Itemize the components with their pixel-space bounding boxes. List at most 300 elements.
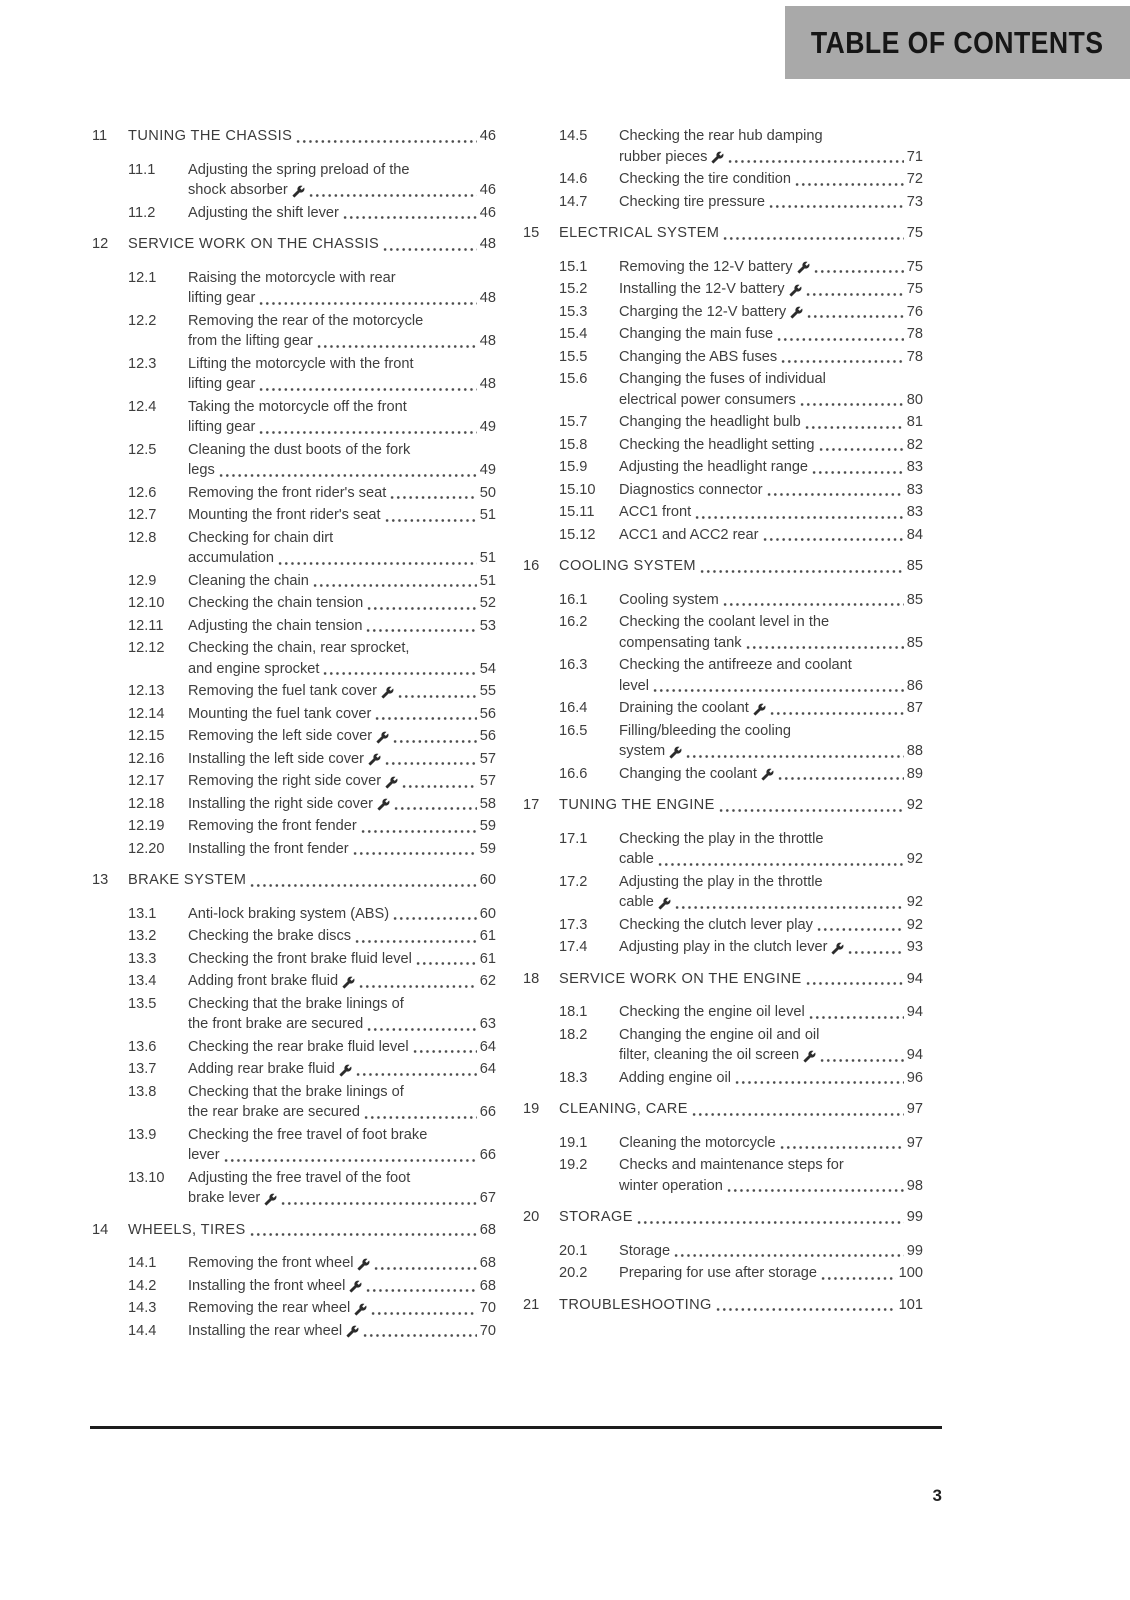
- section-title-line: Checking the headlight setting: [619, 436, 815, 453]
- chapter-page-ref: 99: [906, 1209, 923, 1225]
- dotted-leader: [811, 470, 904, 475]
- toc-entry: [92, 1321, 496, 1342]
- section-title-line: Checking that the brake linings of: [188, 1083, 404, 1100]
- section-title-line: Checking the tire condition: [619, 171, 791, 187]
- section-title-block: [188, 926, 496, 947]
- section-number: 15.11: [559, 504, 595, 520]
- section-last-line: [188, 417, 496, 438]
- toc-entry: [92, 794, 496, 815]
- section-number: 15.10: [559, 481, 596, 498]
- section-title-line: rubber pieces: [619, 148, 708, 165]
- toc-entry: [523, 1155, 923, 1196]
- section-title-block: [188, 616, 496, 637]
- section-page-ref: 59: [479, 840, 496, 857]
- section-title-line: Removing the front rider's seat: [188, 484, 387, 501]
- wrench-icon: [658, 897, 671, 910]
- section-last-line: [619, 698, 923, 719]
- dotted-leader: [384, 518, 477, 523]
- section-title-line: Checking that the brake linings of: [188, 995, 404, 1012]
- section-number: 12.3: [128, 355, 157, 372]
- chapter-number: 21: [523, 1296, 540, 1313]
- section-number: 20.1: [559, 1242, 588, 1259]
- section-title-block: [619, 829, 923, 870]
- toc-entry: [523, 169, 923, 190]
- dotted-leader: [636, 1220, 904, 1225]
- section-number: 12.14: [128, 705, 165, 722]
- section-title-line: accumulation: [188, 550, 274, 566]
- section-title-line: the rear brake are secured: [188, 1104, 360, 1120]
- toc-chapter-row: [92, 234, 496, 255]
- section-page-ref: 61: [479, 950, 496, 967]
- section-title-line: Checking for chain dirt: [188, 529, 334, 546]
- wrench-icon: [753, 703, 766, 716]
- section-last-line: [188, 681, 496, 702]
- toc-entry: [523, 324, 923, 345]
- section-title-line: Cleaning the chain: [188, 572, 309, 589]
- section-page-ref: 92: [906, 894, 923, 910]
- section-title-line: Checking the chain, rear sprocket,: [188, 640, 410, 656]
- section-last-line: [619, 169, 923, 190]
- dotted-leader: [734, 1080, 904, 1085]
- section-last-line: [188, 839, 496, 860]
- section-title-block: [188, 571, 496, 592]
- section-title-block: [188, 203, 496, 224]
- section-title-line: Adjusting the spring preload of the: [188, 161, 410, 178]
- section-title-line: Adjusting the chain tension: [188, 617, 363, 634]
- dotted-leader: [374, 716, 476, 721]
- section-title-line: Raising the motorcycle with rear: [188, 269, 396, 286]
- dotted-leader: [258, 301, 476, 306]
- section-title-line: winter operation: [619, 1177, 723, 1194]
- toc-entry: [92, 749, 496, 770]
- section-number: 14.5: [559, 128, 588, 144]
- section-page-ref: 92: [906, 916, 923, 933]
- toc-entry: [523, 937, 923, 958]
- section-number: 13.6: [128, 1038, 157, 1055]
- section-last-line: [619, 849, 923, 870]
- toc-entry: [92, 593, 496, 614]
- dotted-leader: [322, 671, 476, 676]
- section-last-line: [619, 412, 923, 433]
- section-title-line: Adding engine oil: [619, 1069, 731, 1086]
- section-title-line: Removing the fuel tank cover: [188, 683, 378, 699]
- section-title-block: [619, 655, 923, 696]
- section-page-ref: 82: [906, 436, 923, 453]
- dotted-leader: [382, 247, 477, 252]
- dotted-leader: [780, 359, 904, 364]
- toc-entry: [92, 904, 496, 925]
- section-number: 13.7: [128, 1061, 157, 1077]
- toc-entry: [92, 160, 496, 201]
- toc-entry: [523, 1025, 923, 1066]
- section-title-block: [619, 412, 923, 433]
- section-page-ref: 46: [479, 204, 496, 221]
- section-title-block: [188, 749, 496, 770]
- section-title-line: Adjusting the play in the throttle: [619, 873, 823, 890]
- wrench-icon: [669, 746, 682, 759]
- section-page-ref: 93: [906, 939, 923, 955]
- section-title-block: [619, 126, 923, 167]
- section-number: 14.2: [128, 1277, 157, 1294]
- section-title-line: Adding front brake fluid: [188, 973, 339, 989]
- section-title-block: [188, 1276, 496, 1297]
- dotted-leader: [358, 984, 477, 989]
- section-title-line: Removing the left side cover: [188, 728, 373, 744]
- section-last-line: [619, 502, 923, 523]
- section-title-line: brake lever: [188, 1190, 261, 1206]
- chapter-page-ref: 97: [906, 1101, 923, 1117]
- page-title: TABLE OF CONTENTS: [811, 24, 1104, 60]
- section-last-line: [188, 1321, 496, 1342]
- section-title-line: Checking the free travel of foot brake: [188, 1126, 428, 1143]
- toc-entry: [92, 483, 496, 504]
- section-title-block: [188, 1082, 496, 1123]
- section-last-line: [619, 347, 923, 368]
- section-last-line: [619, 390, 923, 411]
- section-number: 14.4: [128, 1322, 157, 1339]
- section-last-line: [188, 949, 496, 970]
- section-page-ref: 63: [479, 1016, 496, 1032]
- toc-entry: [92, 816, 496, 837]
- section-title-line: Cleaning the dust boots of the fork: [188, 441, 411, 458]
- section-title-block: [188, 1298, 496, 1319]
- section-number: 12.4: [128, 398, 157, 415]
- toc-entry: [92, 994, 496, 1035]
- dotted-leader: [768, 204, 904, 209]
- wrench-icon: [349, 1280, 362, 1293]
- section-last-line: [188, 1014, 496, 1035]
- section-page-ref: 66: [479, 1104, 496, 1120]
- toc-entry: [92, 1125, 496, 1166]
- section-page-ref: 51: [479, 550, 496, 566]
- wrench-icon: [357, 1258, 370, 1271]
- section-last-line: [188, 1037, 496, 1058]
- section-page-ref: 99: [906, 1242, 923, 1259]
- toc-entry: [523, 192, 923, 213]
- dotted-leader: [691, 1112, 904, 1117]
- toc-entry: [523, 502, 923, 523]
- section-title-line: electrical power consumers: [619, 391, 796, 408]
- section-page-ref: 56: [479, 728, 496, 744]
- section-page-ref: 48: [479, 333, 496, 349]
- section-title-line: Adjusting play in the clutch lever: [619, 939, 828, 955]
- section-page-ref: 81: [906, 414, 923, 430]
- section-page-ref: 49: [479, 462, 496, 478]
- dotted-leader: [779, 1145, 904, 1150]
- section-number: 11.2: [128, 204, 156, 221]
- wrench-icon: [354, 1303, 367, 1316]
- dotted-leader: [308, 193, 477, 198]
- toc-entry: [523, 872, 923, 913]
- section-title-line: cable: [619, 851, 654, 867]
- dotted-leader: [652, 688, 904, 693]
- section-title-line: Checks and maintenance steps for: [619, 1157, 844, 1173]
- toc-entry: [523, 1133, 923, 1154]
- section-number: 19.1: [559, 1134, 588, 1151]
- section-title-line: Checking the antifreeze and coolant: [619, 657, 852, 673]
- section-title-block: [619, 612, 923, 653]
- chapter-title: BRAKE SYSTEM: [128, 872, 247, 888]
- section-title-line: Removing the rear wheel: [188, 1300, 351, 1316]
- section-title-line: Adjusting the shift lever: [188, 204, 339, 221]
- section-page-ref: 94: [906, 1004, 923, 1020]
- section-title-line: Taking the motorcycle off the front: [188, 398, 407, 415]
- dotted-leader: [820, 1276, 896, 1281]
- section-last-line: [619, 676, 923, 697]
- wrench-icon: [803, 1050, 816, 1063]
- section-last-line: [188, 926, 496, 947]
- section-title-block: [188, 1125, 496, 1166]
- dotted-leader: [769, 711, 904, 716]
- section-last-line: [188, 505, 496, 526]
- section-title-block: [188, 994, 496, 1035]
- section-title-block: [188, 794, 496, 815]
- section-title-line: Installing the left side cover: [188, 750, 365, 767]
- toc-entry: [92, 926, 496, 947]
- section-page-ref: 86: [906, 677, 923, 694]
- dotted-leader: [699, 569, 904, 574]
- section-title-line: lifting gear: [188, 290, 256, 306]
- footer-divider: [90, 1426, 942, 1429]
- section-number: 12.5: [128, 441, 157, 458]
- section-page-ref: 64: [479, 1061, 496, 1077]
- toc-entry: [92, 1276, 496, 1297]
- wrench-icon: [292, 185, 305, 198]
- toc-chapter-row: [523, 795, 923, 816]
- section-title-line: Changing the headlight bulb: [619, 414, 801, 430]
- section-number: 14.1: [128, 1255, 157, 1271]
- section-title-block: [619, 872, 923, 913]
- chapter-number: 19: [523, 1101, 540, 1117]
- section-last-line: [188, 616, 496, 637]
- section-last-line: [188, 659, 496, 680]
- section-page-ref: 80: [906, 391, 923, 408]
- toc-entry: [92, 440, 496, 481]
- section-number: 12.9: [128, 572, 157, 589]
- section-title-block: [619, 257, 923, 278]
- dotted-leader: [365, 1288, 476, 1293]
- section-title-block: [188, 1037, 496, 1058]
- section-last-line: [188, 180, 496, 201]
- section-title-line: the front brake are secured: [188, 1016, 364, 1032]
- section-number: 16.5: [559, 722, 588, 739]
- section-last-line: [188, 816, 496, 837]
- section-number: 12.1: [128, 269, 157, 286]
- dotted-leader: [813, 269, 904, 274]
- section-title-line: Removing the front fender: [188, 818, 357, 834]
- toc-column-2: [523, 126, 923, 1328]
- section-title-block: [188, 949, 496, 970]
- section-last-line: [619, 435, 923, 456]
- toc-entry: [523, 480, 923, 501]
- section-title-line: filter, cleaning the oil screen: [619, 1047, 800, 1063]
- section-title-line: lever: [188, 1147, 220, 1163]
- dotted-leader: [401, 784, 477, 789]
- section-title-block: [188, 311, 496, 352]
- section-title-line: Changing the ABS fuses: [619, 348, 778, 365]
- section-number: 16.4: [559, 700, 588, 716]
- section-page-ref: 51: [479, 572, 496, 589]
- toc-entry: [92, 571, 496, 592]
- section-page-ref: 84: [906, 526, 923, 543]
- dotted-leader: [727, 159, 903, 164]
- chapter-number: 20: [523, 1209, 540, 1225]
- dotted-leader: [657, 862, 904, 867]
- section-number: 12.17: [128, 773, 165, 789]
- toc-entry: [523, 257, 923, 278]
- toc-entry: [523, 457, 923, 478]
- section-title-block: [188, 528, 496, 569]
- toc-entry: [523, 525, 923, 546]
- chapter-number: 16: [523, 558, 540, 574]
- dotted-leader: [312, 583, 477, 588]
- section-title-line: Installing the front wheel: [188, 1277, 346, 1294]
- chapter-title: TUNING THE CHASSIS: [128, 128, 293, 144]
- section-page-ref: 92: [906, 851, 923, 867]
- chapter-title: COOLING SYSTEM: [559, 558, 696, 574]
- dotted-leader: [694, 515, 904, 520]
- section-page-ref: 76: [906, 303, 923, 320]
- section-page-ref: 58: [479, 795, 496, 812]
- section-number: 13.4: [128, 973, 157, 989]
- section-number: 17.4: [559, 939, 588, 955]
- toc-chapter-row: [523, 556, 923, 577]
- toc-entry: [523, 1068, 923, 1089]
- wrench-icon: [797, 261, 810, 274]
- dotted-leader: [806, 314, 904, 319]
- chapter-title: TUNING THE ENGINE: [559, 797, 715, 813]
- section-page-ref: 72: [906, 171, 923, 187]
- dotted-leader: [277, 561, 477, 566]
- section-title-line: lifting gear: [188, 376, 256, 392]
- section-page-ref: 89: [906, 765, 923, 782]
- section-page-ref: 94: [906, 1047, 923, 1063]
- section-page-ref: 75: [906, 281, 923, 297]
- toc-entry: [523, 1241, 923, 1262]
- section-page-ref: 83: [906, 504, 923, 520]
- dotted-leader: [819, 1058, 904, 1063]
- section-last-line: [619, 633, 923, 654]
- section-page-ref: 52: [479, 595, 496, 611]
- dotted-leader: [718, 808, 904, 813]
- toc-entry: [523, 412, 923, 433]
- wrench-icon: [264, 1193, 277, 1206]
- dotted-leader: [249, 1232, 477, 1237]
- section-title-line: Checking the play in the throttle: [619, 830, 824, 847]
- chapter-number: 12: [92, 236, 109, 252]
- section-number: 15.2: [559, 281, 588, 297]
- dotted-leader: [777, 776, 904, 781]
- dotted-leader: [415, 961, 477, 966]
- section-page-ref: 67: [479, 1190, 496, 1206]
- dotted-leader: [715, 1307, 896, 1312]
- dotted-leader: [392, 739, 477, 744]
- chapter-number: 17: [523, 797, 540, 813]
- wrench-icon: [346, 1325, 359, 1338]
- section-title-line: cable: [619, 894, 654, 910]
- toc-entry: [92, 949, 496, 970]
- dotted-leader: [354, 939, 477, 944]
- section-number: 12.8: [128, 529, 157, 546]
- section-number: 15.4: [559, 326, 588, 342]
- section-number: 19.2: [559, 1157, 588, 1173]
- toc-entry: [523, 612, 923, 653]
- dotted-leader: [352, 851, 477, 856]
- section-title-line: Installing the right side cover: [188, 795, 373, 812]
- section-number: 14.3: [128, 1300, 157, 1316]
- section-number: 11.1: [128, 161, 156, 178]
- section-page-ref: 56: [479, 705, 496, 722]
- section-title-line: Checking the clutch lever play: [619, 916, 813, 933]
- dotted-leader: [316, 344, 477, 349]
- dotted-leader: [373, 1266, 476, 1271]
- section-number: 15.3: [559, 303, 588, 320]
- section-page-ref: 50: [479, 484, 496, 501]
- toc-entry: [92, 616, 496, 637]
- section-title-block: [619, 192, 923, 213]
- section-number: 15.12: [559, 526, 596, 543]
- toc-entry: [92, 505, 496, 526]
- section-page-ref: 75: [906, 258, 923, 275]
- section-title-line: Checking the rear brake fluid level: [188, 1038, 409, 1055]
- section-page-ref: 88: [906, 743, 923, 759]
- section-title-line: Mounting the front rider's seat: [188, 507, 381, 523]
- section-number: 15.6: [559, 371, 588, 387]
- chapter-title: TROUBLESHOOTING: [559, 1296, 712, 1313]
- wrench-icon: [790, 306, 803, 319]
- section-title-block: [619, 1241, 923, 1262]
- dotted-leader: [342, 215, 477, 220]
- section-title-block: [619, 1002, 923, 1023]
- toc-entry: [92, 397, 496, 438]
- section-title-block: [188, 638, 496, 679]
- section-title-block: [619, 525, 923, 546]
- section-title-line: Checking the engine oil level: [619, 1004, 805, 1020]
- section-last-line: [188, 571, 496, 592]
- wrench-icon: [342, 976, 355, 989]
- toc-entry: [92, 1082, 496, 1123]
- section-number: 13.8: [128, 1083, 157, 1100]
- section-page-ref: 85: [906, 634, 923, 651]
- section-number: 15.7: [559, 414, 588, 430]
- section-page-ref: 78: [906, 348, 923, 365]
- section-last-line: [188, 1102, 496, 1123]
- section-last-line: [619, 192, 923, 213]
- section-last-line: [619, 892, 923, 913]
- section-page-ref: 59: [479, 818, 496, 834]
- section-title-line: ACC1 and ACC2 rear: [619, 526, 759, 543]
- section-last-line: [188, 794, 496, 815]
- section-last-line: [619, 257, 923, 278]
- section-title-block: [619, 1133, 923, 1154]
- dotted-leader: [366, 1027, 477, 1032]
- section-title-block: [619, 1025, 923, 1066]
- chapter-page-ref: 94: [906, 970, 923, 987]
- dotted-leader: [412, 1049, 477, 1054]
- section-title-line: compensating tank: [619, 634, 742, 651]
- dotted-leader: [258, 387, 476, 392]
- wrench-icon: [381, 686, 394, 699]
- section-title-line: Adjusting the headlight range: [619, 459, 809, 475]
- section-last-line: [619, 764, 923, 785]
- chapter-title: ELECTRICAL SYSTEM: [559, 225, 720, 241]
- dotted-leader: [674, 905, 904, 910]
- section-last-line: [619, 279, 923, 300]
- toc-entry: [523, 369, 923, 410]
- section-page-ref: 55: [479, 683, 496, 699]
- section-last-line: [188, 1253, 496, 1274]
- section-number: 14.6: [559, 171, 588, 187]
